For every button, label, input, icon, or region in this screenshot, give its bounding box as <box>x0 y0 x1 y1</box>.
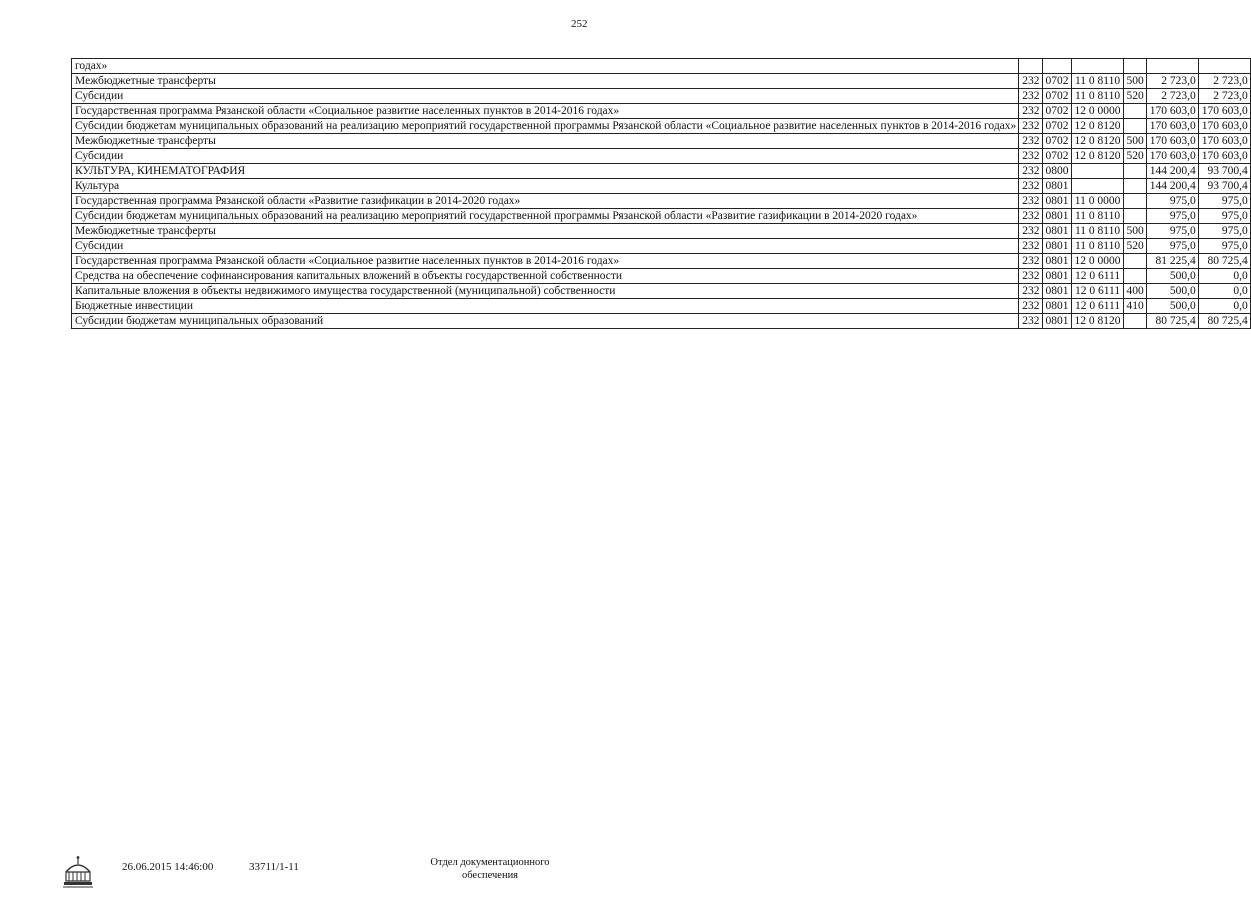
cell-target-article: 11 0 0000 <box>1071 194 1123 209</box>
cell-amount-2015: 170 603,0 <box>1146 119 1198 134</box>
cell-target-article: 12 0 8120 <box>1071 314 1123 329</box>
cell-admin-code: 232 <box>1019 224 1042 239</box>
cell-amount-2015: 80 725,4 <box>1146 314 1198 329</box>
cell-amount-2016: 2 723,0 <box>1198 89 1250 104</box>
cell-admin-code: 232 <box>1019 89 1042 104</box>
cell-target-article: 11 0 8110 <box>1071 74 1123 89</box>
cell-admin-code: 232 <box>1019 299 1042 314</box>
cell-target-article: 12 0 6111 <box>1071 284 1123 299</box>
cell-admin-code: 232 <box>1019 284 1042 299</box>
cell-admin-code: 232 <box>1019 239 1042 254</box>
cell-name: Государственная программа Рязанской области «Социальное развитие населенных пунктов в 2014-2016 годах» <box>72 104 1019 119</box>
cell-amount-2015: 500,0 <box>1146 269 1198 284</box>
cell-expense-type <box>1123 314 1146 329</box>
cell-section: 0801 <box>1042 284 1071 299</box>
cell-section: 0801 <box>1042 269 1071 284</box>
cell-amount-2015: 144 200,4 <box>1146 179 1198 194</box>
cell-target-article: 11 0 8110 <box>1071 209 1123 224</box>
cell-amount-2016: 975,0 <box>1198 194 1250 209</box>
cell-expense-type <box>1123 59 1146 74</box>
cell-section: 0801 <box>1042 224 1071 239</box>
cell-target-article <box>1071 59 1123 74</box>
cell-name: КУЛЬТУРА, КИНЕМАТОГРАФИЯ <box>72 164 1019 179</box>
cell-section: 0801 <box>1042 194 1071 209</box>
cell-expense-type <box>1123 164 1146 179</box>
cell-admin-code: 232 <box>1019 164 1042 179</box>
cell-target-article: 12 0 6111 <box>1071 269 1123 284</box>
table-row <box>72 134 1251 149</box>
cell-amount-2016 <box>1198 59 1250 74</box>
footer-timestamp: 26.06.2015 14:46:00 <box>122 861 214 873</box>
cell-target-article <box>1071 179 1123 194</box>
table-row <box>72 74 1251 89</box>
cell-amount-2016: 93 700,4 <box>1198 179 1250 194</box>
cell-amount-2015: 170 603,0 <box>1146 149 1198 164</box>
footer-department-line2: обеспечения <box>461 870 519 881</box>
cell-amount-2015: 170 603,0 <box>1146 134 1198 149</box>
cell-expense-type: 520 <box>1123 89 1146 104</box>
cell-target-article: 11 0 8110 <box>1071 89 1123 104</box>
cell-amount-2016: 975,0 <box>1198 239 1250 254</box>
cell-admin-code: 232 <box>1019 314 1042 329</box>
cell-amount-2016: 0,0 <box>1198 299 1250 314</box>
table-row <box>72 224 1251 239</box>
table-row <box>72 164 1251 179</box>
cell-section: 0702 <box>1042 89 1071 104</box>
cell-admin-code: 232 <box>1019 74 1042 89</box>
cell-target-article: 12 0 0000 <box>1071 104 1123 119</box>
cell-name: Государственная программа Рязанской области «Социальное развитие населенных пунктов в 2014-2016 годах» <box>72 254 1019 269</box>
table-row <box>72 314 1251 329</box>
cell-amount-2016: 80 725,4 <box>1198 254 1250 269</box>
cell-admin-code: 232 <box>1019 119 1042 134</box>
cell-name: Межбюджетные трансферты <box>72 134 1019 149</box>
cell-expense-type <box>1123 194 1146 209</box>
cell-target-article: 11 0 8110 <box>1071 239 1123 254</box>
cell-section: 0702 <box>1042 149 1071 164</box>
table-row <box>72 284 1251 299</box>
cell-name: Субсидии <box>72 89 1019 104</box>
cell-expense-type <box>1123 119 1146 134</box>
cell-section: 0702 <box>1042 119 1071 134</box>
cell-admin-code: 232 <box>1019 194 1042 209</box>
cell-name: Субсидии бюджетам муниципальных образований на реализацию мероприятий государственной программы Рязанской области «Развитие газификации в 2014-2020 годах» <box>72 209 1019 224</box>
cell-name: Межбюджетные трансферты <box>72 74 1019 89</box>
cell-amount-2016: 975,0 <box>1198 209 1250 224</box>
cell-expense-type <box>1123 104 1146 119</box>
cell-admin-code: 232 <box>1019 209 1042 224</box>
table-row <box>72 239 1251 254</box>
cell-amount-2015: 170 603,0 <box>1146 104 1198 119</box>
footer-department-line1: Отдел документационного <box>430 857 550 868</box>
cell-amount-2016: 93 700,4 <box>1198 164 1250 179</box>
cell-amount-2015: 500,0 <box>1146 299 1198 314</box>
cell-section: 0801 <box>1042 314 1071 329</box>
cell-section: 0801 <box>1042 254 1071 269</box>
duma-emblem-icon <box>60 854 96 890</box>
cell-section: 0801 <box>1042 239 1071 254</box>
cell-name: Культура <box>72 179 1019 194</box>
table-row <box>72 254 1251 269</box>
cell-amount-2016: 170 603,0 <box>1198 119 1250 134</box>
cell-target-article: 11 0 8110 <box>1071 224 1123 239</box>
cell-section: 0801 <box>1042 299 1071 314</box>
cell-expense-type: 520 <box>1123 239 1146 254</box>
cell-name: Средства на обеспечение софинансирования капитальных вложений в объекты государственной собственности <box>72 269 1019 284</box>
cell-amount-2016: 0,0 <box>1198 269 1250 284</box>
table-body <box>72 59 1251 329</box>
cell-name: Субсидии бюджетам муниципальных образований <box>72 314 1019 329</box>
cell-admin-code: 232 <box>1019 104 1042 119</box>
cell-amount-2015: 144 200,4 <box>1146 164 1198 179</box>
table-row <box>72 104 1251 119</box>
cell-expense-type: 400 <box>1123 284 1146 299</box>
cell-admin-code: 232 <box>1019 149 1042 164</box>
cell-section: 0702 <box>1042 74 1071 89</box>
cell-section: 0801 <box>1042 209 1071 224</box>
cell-section <box>1042 59 1071 74</box>
cell-name: Государственная программа Рязанской области «Развитие газификации в 2014-2020 годах» <box>72 194 1019 209</box>
cell-amount-2015: 2 723,0 <box>1146 74 1198 89</box>
cell-amount-2015: 500,0 <box>1146 284 1198 299</box>
table-row <box>72 269 1251 284</box>
cell-expense-type <box>1123 209 1146 224</box>
cell-amount-2015: 975,0 <box>1146 209 1198 224</box>
cell-amount-2016: 2 723,0 <box>1198 74 1250 89</box>
cell-amount-2015: 81 225,4 <box>1146 254 1198 269</box>
footer-doc-number: 33711/1-11 <box>249 861 299 873</box>
cell-amount-2015: 2 723,0 <box>1146 89 1198 104</box>
footer-department <box>420 856 560 882</box>
table-row <box>72 149 1251 164</box>
cell-expense-type <box>1123 179 1146 194</box>
cell-amount-2016: 170 603,0 <box>1198 149 1250 164</box>
table-row <box>72 89 1251 104</box>
cell-amount-2016: 170 603,0 <box>1198 134 1250 149</box>
cell-name: Межбюджетные трансферты <box>72 224 1019 239</box>
cell-expense-type <box>1123 254 1146 269</box>
cell-name: Бюджетные инвестиции <box>72 299 1019 314</box>
cell-admin-code <box>1019 59 1042 74</box>
cell-amount-2015: 975,0 <box>1146 239 1198 254</box>
cell-section: 0702 <box>1042 104 1071 119</box>
page-number: 252 <box>571 18 588 30</box>
cell-amount-2016: 80 725,4 <box>1198 314 1250 329</box>
cell-target-article <box>1071 164 1123 179</box>
cell-admin-code: 232 <box>1019 134 1042 149</box>
table-row <box>72 59 1251 74</box>
table-row <box>72 194 1251 209</box>
cell-amount-2015: 975,0 <box>1146 224 1198 239</box>
cell-target-article: 12 0 8120 <box>1071 134 1123 149</box>
cell-target-article: 12 0 6111 <box>1071 299 1123 314</box>
cell-name: Субсидии <box>72 149 1019 164</box>
cell-name: Субсидии бюджетам муниципальных образований на реализацию мероприятий государственной программы Рязанской области «Социальное развитие населенных пунктов в 2014-2016 годах» <box>72 119 1019 134</box>
cell-expense-type: 410 <box>1123 299 1146 314</box>
cell-admin-code: 232 <box>1019 269 1042 284</box>
cell-name: годах» <box>72 59 1019 74</box>
cell-amount-2015: 975,0 <box>1146 194 1198 209</box>
cell-amount-2016: 975,0 <box>1198 224 1250 239</box>
cell-target-article: 12 0 8120 <box>1071 119 1123 134</box>
table-row <box>72 179 1251 194</box>
cell-section: 0801 <box>1042 179 1071 194</box>
table-row <box>72 299 1251 314</box>
cell-amount-2015 <box>1146 59 1198 74</box>
table-row <box>72 209 1251 224</box>
cell-admin-code: 232 <box>1019 254 1042 269</box>
cell-amount-2016: 170 603,0 <box>1198 104 1250 119</box>
cell-expense-type: 520 <box>1123 149 1146 164</box>
cell-target-article: 12 0 0000 <box>1071 254 1123 269</box>
table-row <box>72 119 1251 134</box>
cell-expense-type <box>1123 269 1146 284</box>
budget-table <box>71 58 1251 329</box>
cell-name: Субсидии <box>72 239 1019 254</box>
cell-section: 0702 <box>1042 134 1071 149</box>
cell-section: 0800 <box>1042 164 1071 179</box>
cell-expense-type: 500 <box>1123 134 1146 149</box>
cell-expense-type: 500 <box>1123 224 1146 239</box>
page-footer <box>0 848 640 898</box>
cell-amount-2016: 0,0 <box>1198 284 1250 299</box>
cell-expense-type: 500 <box>1123 74 1146 89</box>
cell-target-article: 12 0 8120 <box>1071 149 1123 164</box>
cell-admin-code: 232 <box>1019 179 1042 194</box>
cell-name: Капитальные вложения в объекты недвижимого имущества государственной (муниципальной) собственности <box>72 284 1019 299</box>
